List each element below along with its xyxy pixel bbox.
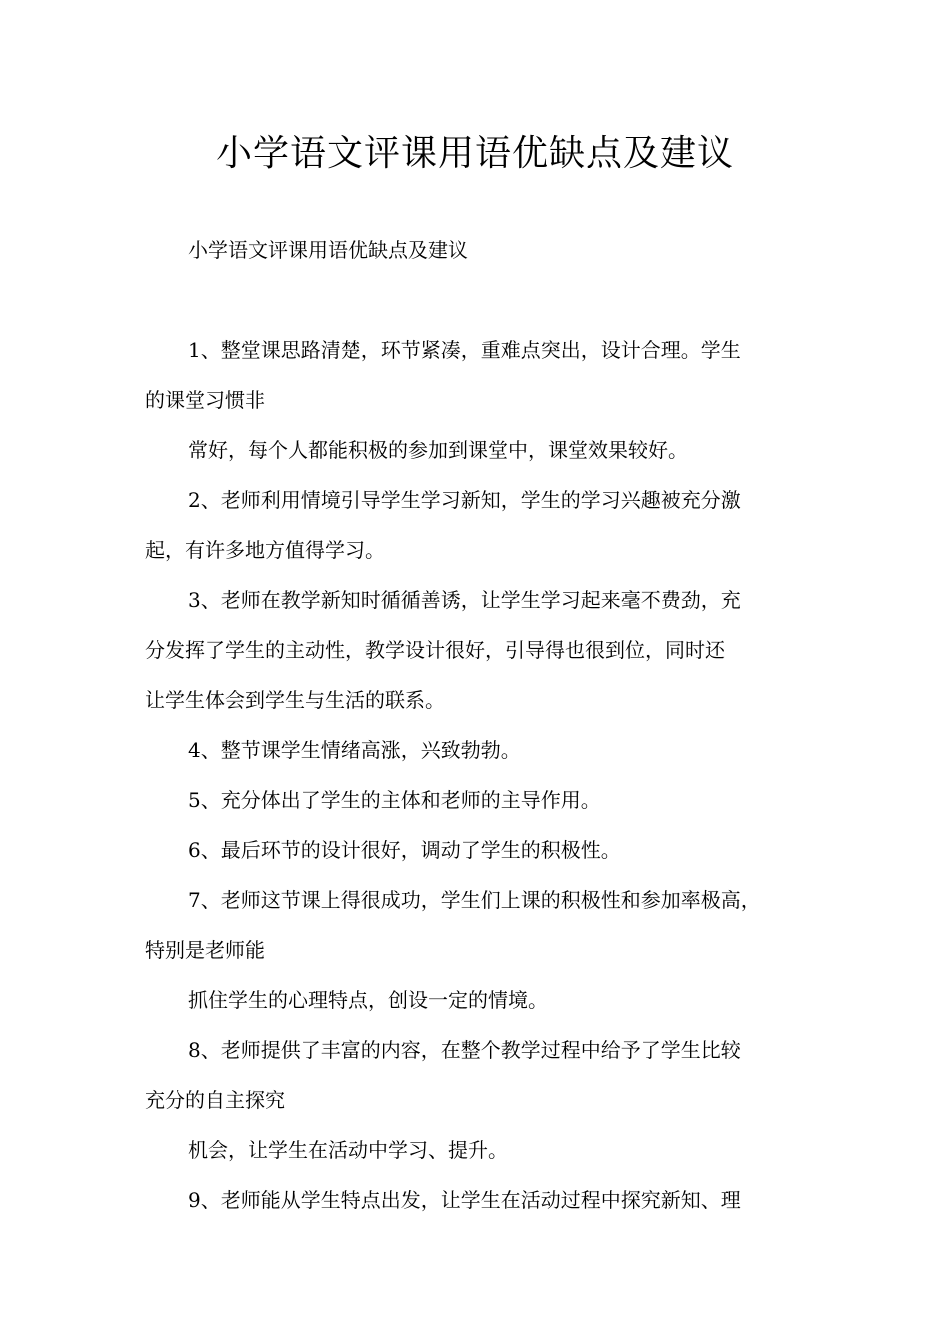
blank-line: [145, 275, 810, 325]
text-line: 让学生体会到学生与生活的联系。: [145, 688, 445, 712]
text-line: 3、老师在教学新知时循循善诱，让学生学习起来毫不费劲，充: [188, 588, 741, 612]
text-line: 特别是老师能: [145, 938, 265, 962]
text-line: 6、最后环节的设计很好，调动了学生的积极性。: [188, 838, 621, 862]
text-line: 7、老师这节课上得很成功，学生们上课的积极性和参加率极高，: [188, 888, 761, 912]
document-title: 小学语文评课用语优缺点及建议: [215, 133, 734, 174]
text-line: 2、老师利用情境引导学生学习新知，学生的学习兴趣被充分激: [188, 488, 741, 512]
text-line: 4、整节课学生情绪高涨，兴致勃勃。: [188, 738, 521, 762]
text-line: 起，有许多地方值得学习。: [145, 538, 385, 562]
text-line: 8、老师提供了丰富的内容，在整个教学过程中给予了学生比较: [188, 1038, 741, 1062]
text-line: 常好，每个人都能积极的参加到课堂中，课堂效果较好。: [188, 438, 688, 462]
text-line: 充分的自主探究: [145, 1088, 285, 1112]
text-line: 机会，让学生在活动中学习、提升。: [188, 1138, 508, 1162]
paragraph-lines: [145, 325, 810, 1225]
text-line: 的课堂习惯非: [145, 388, 265, 412]
document-body: [145, 225, 810, 1225]
text-line: 抓住学生的心理特点，创设一定的情境。: [188, 988, 548, 1012]
text-line: 9、老师能从学生特点出发，让学生在活动过程中探究新知、理: [188, 1188, 741, 1212]
text-line: 1、整堂课思路清楚，环节紧凑，重难点突出，设计合理。学生: [188, 338, 741, 362]
document-subtitle: 小学语文评课用语优缺点及建议: [188, 238, 468, 262]
text-line: 分发挥了学生的主动性，教学设计很好，引导得也很到位，同时还: [145, 638, 725, 662]
text-line: 5、充分体出了学生的主体和老师的主导作用。: [188, 788, 601, 812]
